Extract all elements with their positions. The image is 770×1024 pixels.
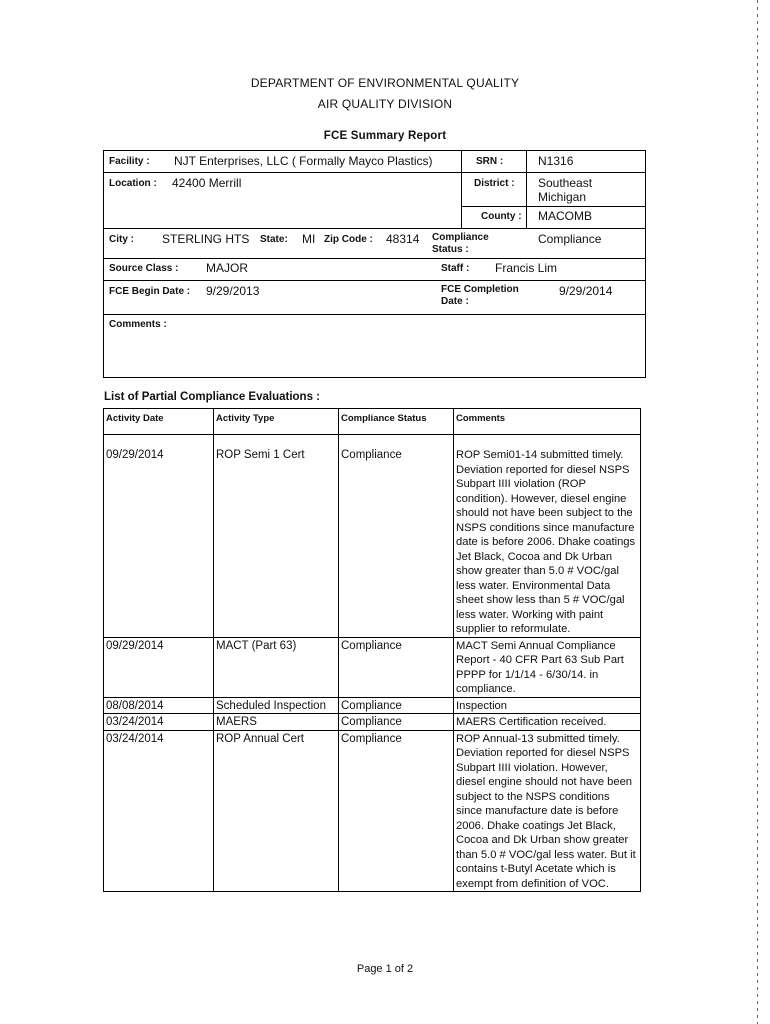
evaluations-title: List of Partial Compliance Evaluations : [104,391,320,403]
compliance-value: Compliance [538,232,602,246]
activity-date-cell: 09/29/2014 [104,435,214,638]
fce-completion-label-line2: Date : [441,296,469,307]
column-header-compliance-status: Compliance Status [339,409,454,435]
fce-completion-value: 9/29/2014 [559,284,613,298]
activity-date-cell: 03/24/2014 [104,730,214,892]
scan-edge [757,0,758,1024]
district-value-line1: Southeast [538,176,593,190]
evaluations-table [103,408,641,892]
activity-date-cell: 03/24/2014 [104,714,214,731]
department-heading: DEPARTMENT OF ENVIRONMENTAL QUALITY [250,76,520,90]
location-label: Location : [109,178,157,189]
district-value-line2: Michigan [538,190,587,204]
zip-label: Zip Code : [324,234,373,245]
table-row [104,435,641,638]
staff-label: Staff : [441,263,470,274]
state-label: State: [260,234,288,245]
evaluations-table-body [104,409,641,892]
srn-label: SRN : [476,156,504,167]
compliance-status-cell: Compliance [339,637,454,697]
staff-value: Francis Lim [495,261,558,275]
comments-cell: MACT Semi Annual Compliance Report - 40 CFR Part 63 Sub Part PPPP for 1/1/14 - 6/30/14. in compliance. [454,637,641,697]
activity-date-cell: 08/08/2014 [104,697,214,714]
compliance-status-cell: Compliance [339,435,454,638]
column-header-activity-date: Activity Date [104,409,214,435]
compliance-status-cell: Compliance [339,714,454,731]
compliance-label-line2: Status : [432,244,469,255]
city-label: City : [109,234,134,245]
column-header-comments: Comments [454,409,641,435]
activity-type-cell: ROP Semi 1 Cert [214,435,339,638]
zip-value: 48314 [386,232,420,246]
state-value: MI [302,232,316,246]
division-heading: AIR QUALITY DIVISION [317,97,453,111]
table-header-row [104,409,641,435]
activity-type-cell: MAERS [214,714,339,731]
district-label: District : [474,178,515,189]
facility-label: Facility : [109,156,150,167]
comments-cell: MAERS Certification received. [454,714,641,731]
table-row [104,730,641,892]
location-value: 42400 Merrill [172,176,242,190]
facility-info-box [103,150,646,378]
activity-type-cell: MACT (Part 63) [214,637,339,697]
table-row [104,637,641,697]
fce-completion-label-line1: FCE Completion [441,284,519,295]
activity-type-cell: Scheduled Inspection [214,697,339,714]
srn-value: N1316 [538,154,574,168]
county-label: County : [481,211,522,222]
compliance-status-cell: Compliance [339,697,454,714]
page-number: Page 1 of 2 [356,963,414,975]
source-class-value: MAJOR [206,261,248,275]
city-value: STERLING HTS [162,232,250,246]
activity-date-cell: 09/29/2014 [104,637,214,697]
facility-value: NJT Enterprises, LLC ( Formally Mayco Plastics) [174,154,433,168]
table-row [104,697,641,714]
comments-cell: ROP Annual-13 submitted timely. Deviation reported for diesel NSPS Subpart IIII violation. However, diesel engine should not have been subject to the NSPS conditions since manufacture date is before 2006. Dhake coatings Jet Black, Cocoa and Dk Urban show greater than 5.0 # VOC/gal less water. But it contains t-Butyl Acetate which is exempt from definition of VOC. [454,730,641,892]
table-row [104,714,641,731]
fce-begin-label: FCE Begin Date : [109,286,191,297]
activity-type-cell: ROP Annual Cert [214,730,339,892]
comments-cell: ROP Semi01-14 submitted timely. Deviation reported for diesel NSPS Subpart IIII violation (ROP condition). However, diesel engine should not have been subject to the NSPS conditions since manufacture date is before 2006. Dhake coatings Jet Black, Cocoa and Dk Urban show greater than 5.0 # VOC/gal less water. Environmental Data sheet show less than 5 # VOC/gal less water. Working with paint supplier to reformulate. [454,435,641,638]
report-title: FCE Summary Report [323,130,447,142]
column-header-activity-type: Activity Type [214,409,339,435]
comments-cell: Inspection [454,697,641,714]
county-value: MACOMB [538,209,592,223]
compliance-status-cell: Compliance [339,730,454,892]
source-class-label: Source Class : [109,263,179,274]
comments-label: Comments : [109,319,167,330]
compliance-label-line1: Compliance [432,232,489,243]
fce-begin-value: 9/29/2013 [206,284,260,298]
